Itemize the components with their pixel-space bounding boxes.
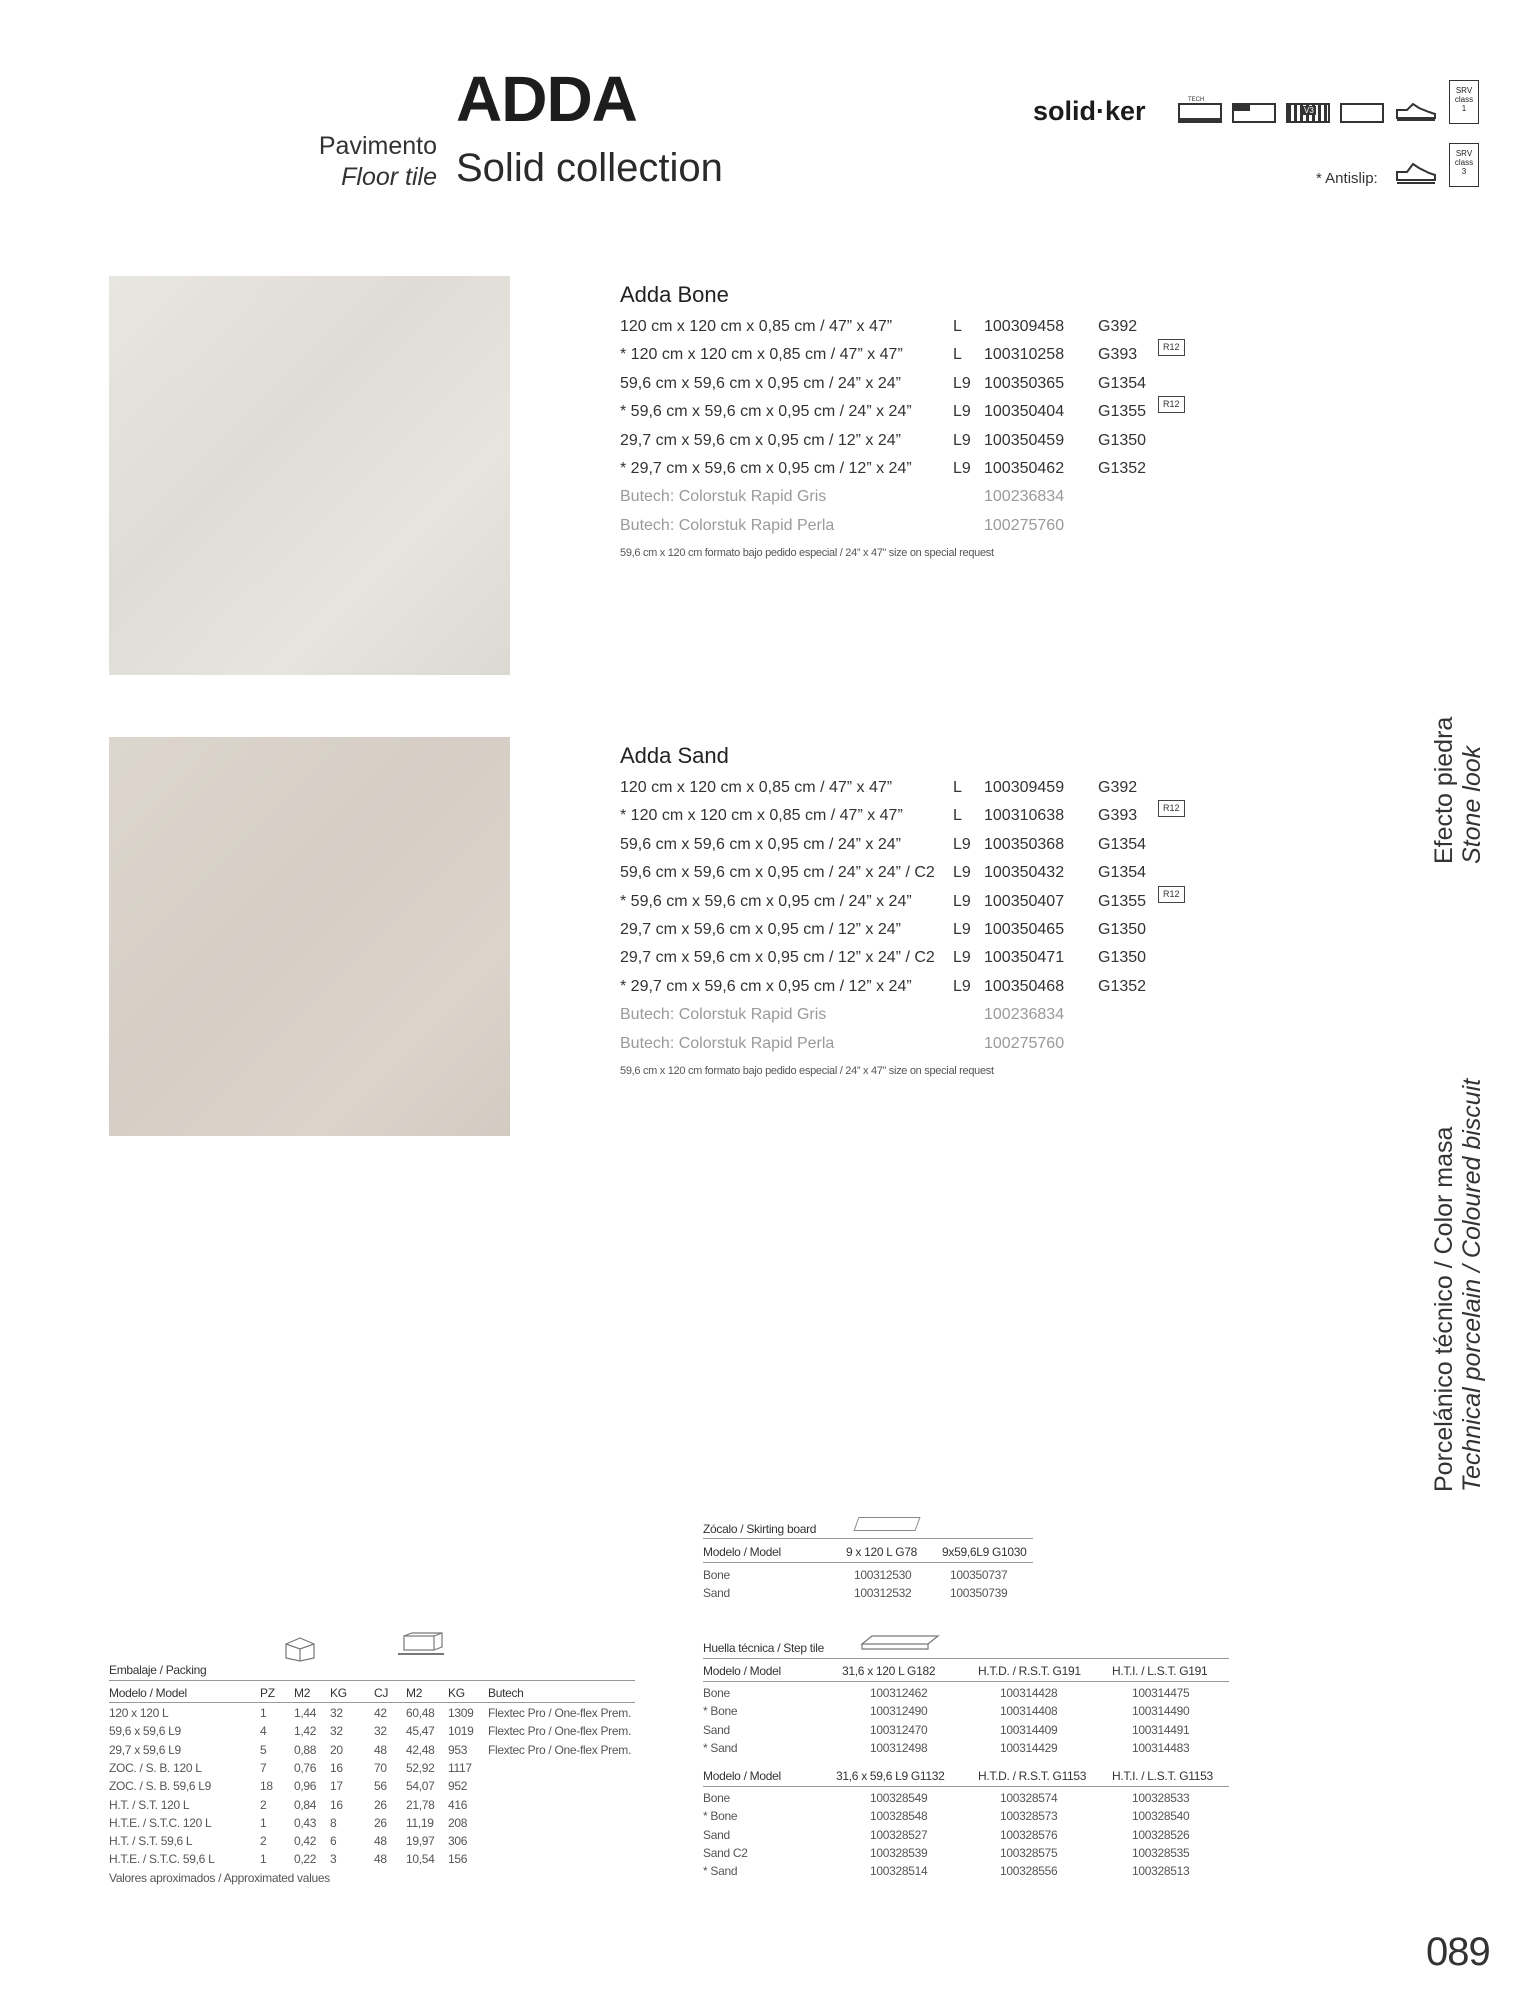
packing-cell: 0,84 (294, 1797, 317, 1812)
step-cell: 100312490 (870, 1704, 928, 1719)
format-description: 59,6 cm x 59,6 cm x 0,95 cm / 24” x 24” / C2 (620, 864, 935, 882)
step-cell: 100328574 (1000, 1791, 1058, 1805)
step-cell: 100328535 (1132, 1845, 1190, 1860)
thickness-icon (1340, 103, 1384, 123)
packing-cell: 26 (374, 1815, 387, 1830)
edge-type: L9 (953, 977, 971, 995)
sneaker-icon (1395, 100, 1437, 122)
packing-cell: 952 (448, 1779, 468, 1794)
stone-look-label: Efecto piedra Stone look (1430, 716, 1486, 864)
packing-cell: 10,54 (406, 1852, 435, 1867)
edge-type: L (953, 318, 962, 335)
group-code: G1355 (1098, 892, 1147, 910)
skirting-header: Modelo / Model (703, 1545, 781, 1559)
packing-cell: 306 (448, 1834, 468, 1849)
packing-cell: 1,42 (294, 1724, 317, 1739)
product-code: 100350465 (984, 921, 1065, 938)
packing-cell: 48 (374, 1834, 387, 1849)
product-code: 100350462 (984, 460, 1065, 477)
packing-cell: 1117 (448, 1760, 472, 1775)
product-code: 100350404 (984, 403, 1065, 421)
step-tile-icon (860, 1634, 940, 1652)
packing-cell: 48 (374, 1742, 387, 1757)
packing-cell: H.T.E. / S.T.C. 120 L (109, 1815, 212, 1830)
format-description: * 59,6 cm x 59,6 cm x 0,95 cm / 24” x 24” (620, 403, 912, 421)
packing-header: PZ (260, 1686, 275, 1700)
step-header: 31,6 x 120 L G182 (842, 1664, 936, 1678)
edge-type: L9 (953, 403, 971, 421)
packing-cell: 1,44 (294, 1706, 317, 1720)
product-name: Adda Bone (620, 282, 729, 307)
packing-cell: 1 (260, 1815, 267, 1830)
packing-cell: 120 x 120 L (109, 1706, 169, 1720)
packing-cell: 1 (260, 1852, 267, 1867)
pavimento-label: Pavimento (318, 132, 437, 160)
format-description: 120 cm x 120 cm x 0,85 cm / 47” x 47” (620, 779, 893, 796)
skirting-header: 9 x 120 L G78 (846, 1545, 918, 1559)
step-header: H.T.I. / L.S.T. G1153 (1112, 1769, 1213, 1783)
packing-cell: 953 (448, 1742, 468, 1757)
step-cell: 100314475 (1132, 1686, 1190, 1700)
packing-cell: 0,76 (294, 1760, 317, 1775)
skirting-title: Zócalo / Skirting board (703, 1522, 817, 1536)
packing-header: CJ (374, 1686, 389, 1700)
packing-cell: 416 (448, 1797, 468, 1812)
group-code: G1350 (1098, 921, 1147, 938)
format-description: * 29,7 cm x 59,6 cm x 0,95 cm / 12” x 24” (620, 977, 912, 995)
special-request-note: 59,6 cm x 120 cm formato bajo pedido especial / 24” x 47” size on special request (620, 1065, 994, 1077)
step-cell: 100328533 (1132, 1791, 1190, 1805)
packing-cell: 1 (260, 1706, 267, 1720)
skirting-cell: Sand (703, 1586, 730, 1600)
edge-type: L9 (953, 460, 971, 477)
packing-cell: H.T. / S.T. 59,6 L (109, 1834, 193, 1849)
packing-cell: 32 (330, 1724, 343, 1739)
skirting-cell: Bone (703, 1568, 730, 1582)
butech-code: 100275760 (984, 516, 1065, 534)
packing-cell: 6 (330, 1834, 337, 1849)
product-code: 100350368 (984, 835, 1065, 853)
step-cell: Bone (703, 1686, 730, 1700)
packing-cell: 16 (330, 1797, 343, 1812)
product-code: 100350459 (984, 431, 1065, 449)
packing-cell: 52,92 (406, 1760, 435, 1775)
tech-label: TECH (1188, 97, 1205, 103)
page-title: ADDA (456, 63, 637, 135)
butech-description: Butech: Colorstuk Rapid Gris (620, 488, 827, 506)
slip-rating-badge: R12 (1158, 396, 1185, 413)
packing-cell: 3 (330, 1852, 337, 1867)
step-cell: 100312498 (870, 1740, 928, 1755)
edge-type: L9 (953, 892, 971, 910)
step-cell: 100328548 (870, 1809, 928, 1824)
packing-cell: 16 (330, 1760, 343, 1775)
srv-class-1-badge: SRV class 1 (1449, 80, 1479, 124)
edge-type: L (953, 779, 962, 796)
format-description: 120 cm x 120 cm x 0,85 cm / 47” x 47” (620, 318, 893, 335)
product-code: 100350365 (984, 374, 1065, 392)
technical-porcelain-label: Porcelánico técnico / Color masa Technical porcelain / Coloured biscuit (1430, 1078, 1486, 1492)
slip-rating-badge: R12 (1158, 339, 1185, 356)
table-rule (109, 1702, 635, 1703)
product-code: 100309458 (984, 318, 1065, 335)
packing-cell: 1309 (448, 1706, 474, 1720)
step-cell: Sand C2 (703, 1845, 748, 1860)
edge-type: L9 (953, 864, 971, 882)
packing-header: Modelo / Model (109, 1686, 187, 1700)
packing-title: Embalaje / Packing (109, 1663, 207, 1677)
table-rule (703, 1562, 1033, 1563)
packing-cell: 156 (448, 1852, 468, 1867)
packing-cell: 70 (374, 1760, 387, 1775)
packing-cell: 32 (374, 1724, 387, 1739)
group-code: G1354 (1098, 864, 1147, 882)
packing-cell: Flextec Pro / One-flex Prem. (488, 1724, 631, 1739)
packing-footnote: Valores aproximados / Approximated values (109, 1871, 330, 1885)
packing-cell: 0,43 (294, 1815, 317, 1830)
format-description: 59,6 cm x 59,6 cm x 0,95 cm / 24” x 24” (620, 835, 901, 853)
edge-type: L (953, 346, 962, 364)
adda-bone-swatch (109, 276, 510, 675)
format-description: * 29,7 cm x 59,6 cm x 0,95 cm / 12” x 24” (620, 460, 912, 477)
product-code: 100350432 (984, 864, 1065, 882)
packing-cell: 42 (374, 1706, 387, 1720)
step-cell: 100328514 (870, 1864, 928, 1879)
step-cell: 100314409 (1000, 1722, 1058, 1737)
packing-cell: 18 (260, 1779, 273, 1794)
packing-cell: 20 (330, 1742, 343, 1757)
step-cell: 100314428 (1000, 1686, 1058, 1700)
packing-cell: 21,78 (406, 1797, 435, 1812)
group-code: G1354 (1098, 835, 1147, 853)
step-cell: 100328526 (1132, 1827, 1190, 1842)
packing-cell: 42,48 (406, 1742, 435, 1757)
tech-surface-icon (1178, 103, 1222, 123)
packing-header: KG (330, 1686, 347, 1700)
step-cell: * Bone (703, 1704, 738, 1719)
step-header: Modelo / Model (703, 1664, 781, 1678)
format-description: 59,6 cm x 59,6 cm x 0,95 cm / 24” x 24” (620, 374, 901, 392)
butech-code: 100236834 (984, 1006, 1065, 1024)
group-code: G1352 (1098, 460, 1147, 477)
product-code: 100310258 (984, 346, 1065, 364)
step-header: H.T.D. / R.S.T. G191 (978, 1664, 1081, 1678)
edge-type: L9 (953, 921, 971, 938)
step-header: H.T.D. / R.S.T. G1153 (978, 1769, 1087, 1783)
group-code: G1352 (1098, 977, 1147, 995)
product-code: 100309459 (984, 779, 1065, 796)
edge-type: L (953, 807, 962, 825)
packing-cell: 17 (330, 1779, 343, 1794)
group-code: G393 (1098, 807, 1138, 825)
skirting-header: 9x59,6L9 G1030 (942, 1545, 1027, 1559)
special-request-note: 59,6 cm x 120 cm formato bajo pedido especial / 24” x 47” size on special request (620, 547, 994, 560)
packing-cell: 0,22 (294, 1852, 317, 1867)
edge-type: L9 (953, 949, 971, 967)
group-code: G393 (1098, 346, 1138, 364)
packing-cell: Flextec Pro / One-flex Prem. (488, 1742, 631, 1757)
floor-tile-label: Floor tile (341, 163, 437, 191)
rectified-icon (1232, 103, 1276, 123)
packing-cell: 2 (260, 1834, 267, 1849)
step-cell: 100328576 (1000, 1827, 1058, 1842)
step-header: H.T.I. / L.S.T. G191 (1112, 1664, 1208, 1678)
packing-cell: 54,07 (406, 1779, 435, 1794)
adda-sand-swatch (109, 737, 510, 1136)
antislip-sneaker-icon (1395, 158, 1437, 186)
step-cell: 100328540 (1132, 1809, 1190, 1824)
step-cell: 100328549 (870, 1791, 928, 1805)
packing-cell: 7 (260, 1760, 267, 1775)
product-code: 100350407 (984, 892, 1065, 910)
skirting-board-icon (853, 1517, 920, 1531)
group-code: G1355 (1098, 403, 1147, 421)
slip-rating-badge: R12 (1158, 886, 1185, 903)
skirting-cell: 100350739 (950, 1586, 1008, 1600)
packing-cell: 5 (260, 1742, 267, 1757)
packing-cell: 56 (374, 1779, 387, 1794)
step-cell: Sand (703, 1722, 730, 1737)
packing-cell: Flextec Pro / One-flex Prem. (488, 1706, 631, 1720)
table-rule (703, 1658, 1229, 1659)
packing-header: Butech (488, 1686, 524, 1700)
brand-logo: solid·ker (1033, 96, 1146, 126)
butech-description: Butech: Colorstuk Rapid Perla (620, 1034, 835, 1052)
butech-description: Butech: Colorstuk Rapid Perla (620, 516, 835, 534)
packing-cell: 208 (448, 1815, 468, 1830)
packing-cell: 8 (330, 1815, 337, 1830)
packing-cell: 0,96 (294, 1779, 317, 1794)
packing-cell: 60,48 (406, 1706, 435, 1720)
group-code: G392 (1098, 779, 1138, 796)
shade-variation-icon: V3 (1286, 103, 1330, 123)
table-rule (703, 1681, 1229, 1682)
step-cell: 100328513 (1132, 1864, 1190, 1879)
group-code: G1350 (1098, 431, 1147, 449)
packing-cell: 2 (260, 1797, 267, 1812)
step-cell: 100328573 (1000, 1809, 1058, 1824)
skirting-cell: 100312530 (854, 1568, 912, 1582)
collection-title: Solid collection (456, 146, 723, 190)
step-cell: * Bone (703, 1809, 738, 1824)
pallet-icon (396, 1632, 446, 1660)
step-cell: * Sand (703, 1864, 738, 1879)
packing-cell: ZOC. / S. B. 59,6 L9 (109, 1779, 212, 1794)
packing-cell: H.T. / S.T. 120 L (109, 1797, 190, 1812)
packing-cell: 19,97 (406, 1834, 435, 1849)
butech-code: 100236834 (984, 488, 1065, 506)
product-name: Adda Sand (620, 743, 729, 768)
format-description: 29,7 cm x 59,6 cm x 0,95 cm / 12” x 24” (620, 431, 901, 449)
skirting-cell: 100350737 (950, 1568, 1008, 1582)
group-code: G1354 (1098, 374, 1147, 392)
packing-cell: 1019 (448, 1724, 474, 1739)
edge-type: L9 (953, 374, 971, 392)
packing-cell: 48 (374, 1852, 387, 1867)
step-cell: 100314483 (1132, 1740, 1190, 1755)
step-cell: 100314408 (1000, 1704, 1058, 1719)
step-cell: 100314490 (1132, 1704, 1190, 1719)
table-rule (703, 1538, 1033, 1539)
step-cell: 100328527 (870, 1827, 928, 1842)
packing-cell: 45,47 (406, 1724, 435, 1739)
product-code: 100310638 (984, 807, 1065, 825)
format-description: * 120 cm x 120 cm x 0,85 cm / 47” x 47” (620, 807, 903, 825)
step-cell: 100312462 (870, 1686, 928, 1700)
packing-cell: 0,88 (294, 1742, 317, 1757)
packing-header: KG (448, 1686, 465, 1700)
step-cell: 100314491 (1132, 1722, 1190, 1737)
format-description: 29,7 cm x 59,6 cm x 0,95 cm / 12” x 24” / C2 (620, 949, 935, 967)
step-title: Huella técnica / Step tile (703, 1641, 824, 1655)
format-description: * 120 cm x 120 cm x 0,85 cm / 47” x 47” (620, 346, 903, 364)
packing-cell: ZOC. / S. B. 120 L (109, 1760, 202, 1775)
step-cell: 100328575 (1000, 1845, 1058, 1860)
antislip-label: * Antislip: (1316, 170, 1378, 187)
edge-type: L9 (953, 431, 971, 449)
butech-code: 100275760 (984, 1034, 1065, 1052)
packing-cell: 26 (374, 1797, 387, 1812)
format-description: * 59,6 cm x 59,6 cm x 0,95 cm / 24” x 24” (620, 892, 912, 910)
product-code: 100350471 (984, 949, 1065, 967)
packing-cell: 0,42 (294, 1834, 317, 1849)
slip-rating-badge: R12 (1158, 800, 1185, 817)
packing-cell: H.T.E. / S.T.C. 59,6 L (109, 1852, 215, 1867)
skirting-cell: 100312532 (854, 1586, 912, 1600)
step-cell: Sand (703, 1827, 730, 1842)
srv-class-3-badge: SRV class 3 (1449, 143, 1479, 187)
product-code: 100350468 (984, 977, 1065, 995)
packing-cell: 29,7 x 59,6 L9 (109, 1742, 181, 1757)
packing-header: M2 (294, 1686, 311, 1700)
step-cell: * Sand (703, 1740, 738, 1755)
butech-description: Butech: Colorstuk Rapid Gris (620, 1006, 827, 1024)
page-number: 089 (1426, 1930, 1490, 1974)
step-cell: 100328556 (1000, 1864, 1058, 1879)
format-description: 29,7 cm x 59,6 cm x 0,95 cm / 12” x 24” (620, 921, 901, 938)
step-header: 31,6 x 59,6 L9 G1132 (836, 1769, 945, 1783)
packing-cell: 11,19 (406, 1815, 434, 1830)
packing-cell: 4 (260, 1724, 267, 1739)
group-code: G1350 (1098, 949, 1147, 967)
edge-type: L9 (953, 835, 971, 853)
packing-cell: 59,6 x 59,6 L9 (109, 1724, 181, 1739)
step-cell: 100312470 (870, 1722, 928, 1737)
packing-header: M2 (406, 1686, 423, 1700)
step-cell: Bone (703, 1791, 730, 1805)
table-rule (703, 1786, 1229, 1787)
step-cell: 100314429 (1000, 1740, 1058, 1755)
box-icon (284, 1636, 316, 1662)
packing-cell: 32 (330, 1706, 343, 1720)
group-code: G392 (1098, 318, 1138, 335)
step-header: Modelo / Model (703, 1769, 781, 1783)
table-rule (109, 1680, 635, 1681)
step-cell: 100328539 (870, 1845, 928, 1860)
